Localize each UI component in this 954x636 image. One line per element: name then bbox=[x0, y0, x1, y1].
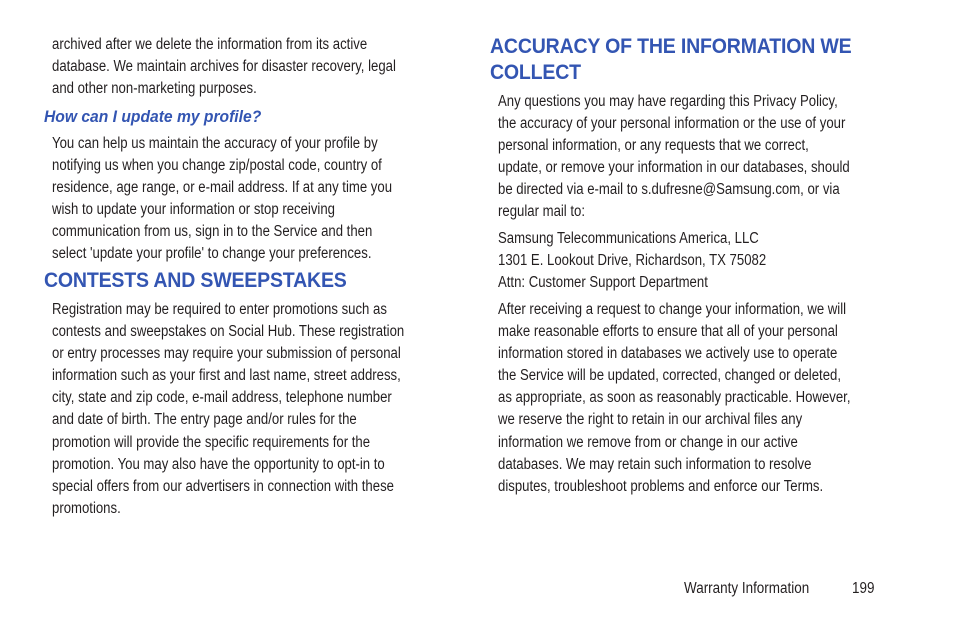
footer-section-label: Warranty Information bbox=[684, 580, 810, 597]
intro-paragraph: archived after we delete the information from its active database. We maintain archives for disaster recovery, legal and other non-marketing purposes. bbox=[52, 36, 396, 98]
update-profile-paragraph: You can help us maintain the accuracy of your profile by notifying us when you change zip/postal code, country of residence, age range, or e-mail address. If at any time you wish to update your information or stop receiving communication from us, sign in to the Service and then select 'update your profile' to change your preferences. bbox=[52, 135, 393, 263]
accuracy-closing-paragraph: After receiving a request to change your information, we will make reasonable efforts to ensure that all of your personal information stored in databases we actively use to operate the Service will be updated, corrected, changed or deleted, as appropriate, as soon as reasonably practicable. However, we reserve the right to retain in our archival files any information we remove from or change in our active databases. We may retain such information to resolve disputes, troubleshoot problems and enforce our Terms. bbox=[498, 301, 851, 495]
page-number: 199 bbox=[852, 580, 875, 597]
contests-paragraph: Registration may be required to enter promotions such as contests and sweepstakes on Social Hub. These registration or entry processes may require your submission of personal information such as your first and last name, street address, city, state and zip code, e-mail address, telephone number and date of birth. The entry page and/or rules for the promotion will provide the specific requirements for the promotion. You may also have the opportunity to opt-in to special offers from our advertisers in connection with these promotions. bbox=[52, 301, 405, 517]
accuracy-paragraph: Any questions you may have regarding this Privacy Policy, the accuracy of your personal information or the use of your personal information, or any requests that we correct, update, or remove your information in our databases, should be directed via e-mail to s.dufresne@Samsung.com, or via regular mail to: bbox=[498, 93, 850, 221]
mailing-address: Samsung Telecommunications America, LLC 1301 E. Lookout Drive, Richardson, TX 75082 Attn: Customer Support Department bbox=[498, 230, 767, 292]
accuracy-heading: ACCURACY OF THE INFORMATION WE COLLECT bbox=[490, 35, 852, 84]
update-profile-heading: How can I update my profile? bbox=[44, 107, 262, 126]
contests-heading: CONTESTS AND SWEEPSTAKES bbox=[44, 269, 347, 292]
